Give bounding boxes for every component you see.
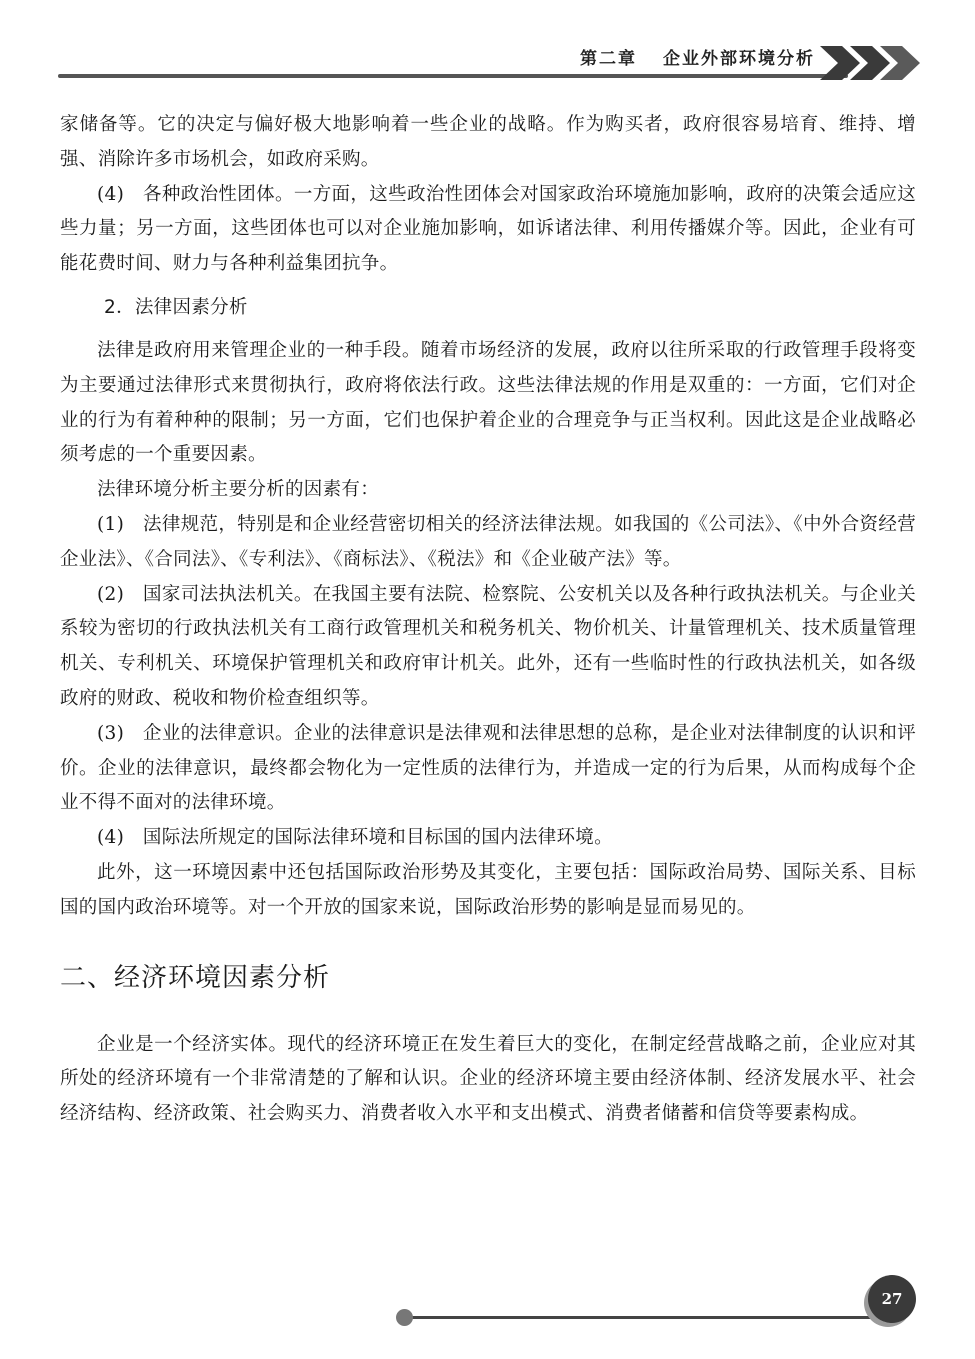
- paragraph: (3) 企业的法律意识。企业的法律意识是法律观和法律思想的总称，是企业对法律制度的认识和评价。企业的法律意识，最终都会物化为一定性质的法律行为，并造成一定的行为后果，从而构成每个企业不得不面对的法律环境。: [60, 722, 916, 814]
- paragraph: 企业是一个经济实体。现代的经济环境正在发生着巨大的变化，在制定经营战略之前，企业应对其所处的经济环境有一个非常清楚的了解和认识。企业的经济环境主要由经济体制、经济发展水平、社会经济结构、经济政策、社会购买力、消费者收入水平和支出模式、消费者储蓄和信贷等要素构成。: [60, 1033, 916, 1125]
- footer-rule: [405, 1316, 895, 1319]
- paragraph: (1) 法律规范，特别是和企业经营密切相关的经济法律法规。如我国的《公司法》、《中外合资经营企业法》、《合同法》、《专利法》、《商标法》、《税法》和《企业破产法》等。: [60, 513, 916, 570]
- paragraph: (2) 国家司法执法机关。在我国主要有法院、检察院、公安机关以及各种行政执法机关。与企业关系较为密切的行政执法机关有工商行政管理机关和税务机关、物价机关、计量管理机关、技术质量管理机关、专利机关、环境保护管理机关和政府审计机关。此外，还有一些临时性的行政执法机关，如各级政府的财政、税收和物价检查组织等。: [60, 583, 916, 709]
- header-rule: [58, 74, 848, 78]
- page-number-badge: [868, 1275, 916, 1323]
- subsection-heading: 2．法律因素分析: [104, 296, 248, 318]
- running-head: [580, 44, 815, 69]
- chapter-title: 企业外部环境分析: [663, 49, 815, 69]
- chevron-decoration-icon: [820, 42, 930, 84]
- footer-dot-icon: [396, 1309, 413, 1326]
- paragraph: 法律是政府用来管理企业的一种手段。随着市场经济的发展，政府以往所采取的行政管理手段将变为主要通过法律形式来贯彻执行，政府将依法行政。这些法律法规的作用是双重的：一方面，它们对企业的行为有着种种的限制；另一方面，它们也保护着企业的合理竞争与正当权利。因此这是企业战略必须考虑的一个重要因素。: [60, 339, 916, 466]
- paragraph: 法律环境分析主要分析的因素有：: [97, 479, 380, 501]
- chapter-label: 第二章: [580, 49, 637, 69]
- page-number: 27: [881, 1290, 903, 1308]
- paragraph: (4) 各种政治性团体。一方面，这些政治性团体会对国家政治环境施加影响，政府的决策会适应这些力量；另一方面，这些团体也可以对企业施加影响，如诉诸法律、利用传播媒介等。因此，企业有可能花费时间、财力与各种利益集团抗争。: [60, 183, 916, 275]
- section-heading: 二、经济环境因素分析: [60, 962, 331, 993]
- paragraph: 家储备等。它的决定与偏好极大地影响着一些企业的战略。作为购买者，政府很容易培育、维持、增强、消除许多市场机会，如政府采购。: [60, 114, 916, 170]
- page-body: [60, 108, 916, 1132]
- page-header: [0, 0, 975, 90]
- paragraph: 此外，这一环境因素中还包括国际政治形势及其变化，主要包括：国际政治局势、国际关系、目标国的国内政治环境等。对一个开放的国家来说，国际政治形势的影响是显而易见的。: [60, 861, 916, 918]
- paragraph: (4) 国际法所规定的国际法律环境和目标国的国内法律环境。: [97, 827, 613, 849]
